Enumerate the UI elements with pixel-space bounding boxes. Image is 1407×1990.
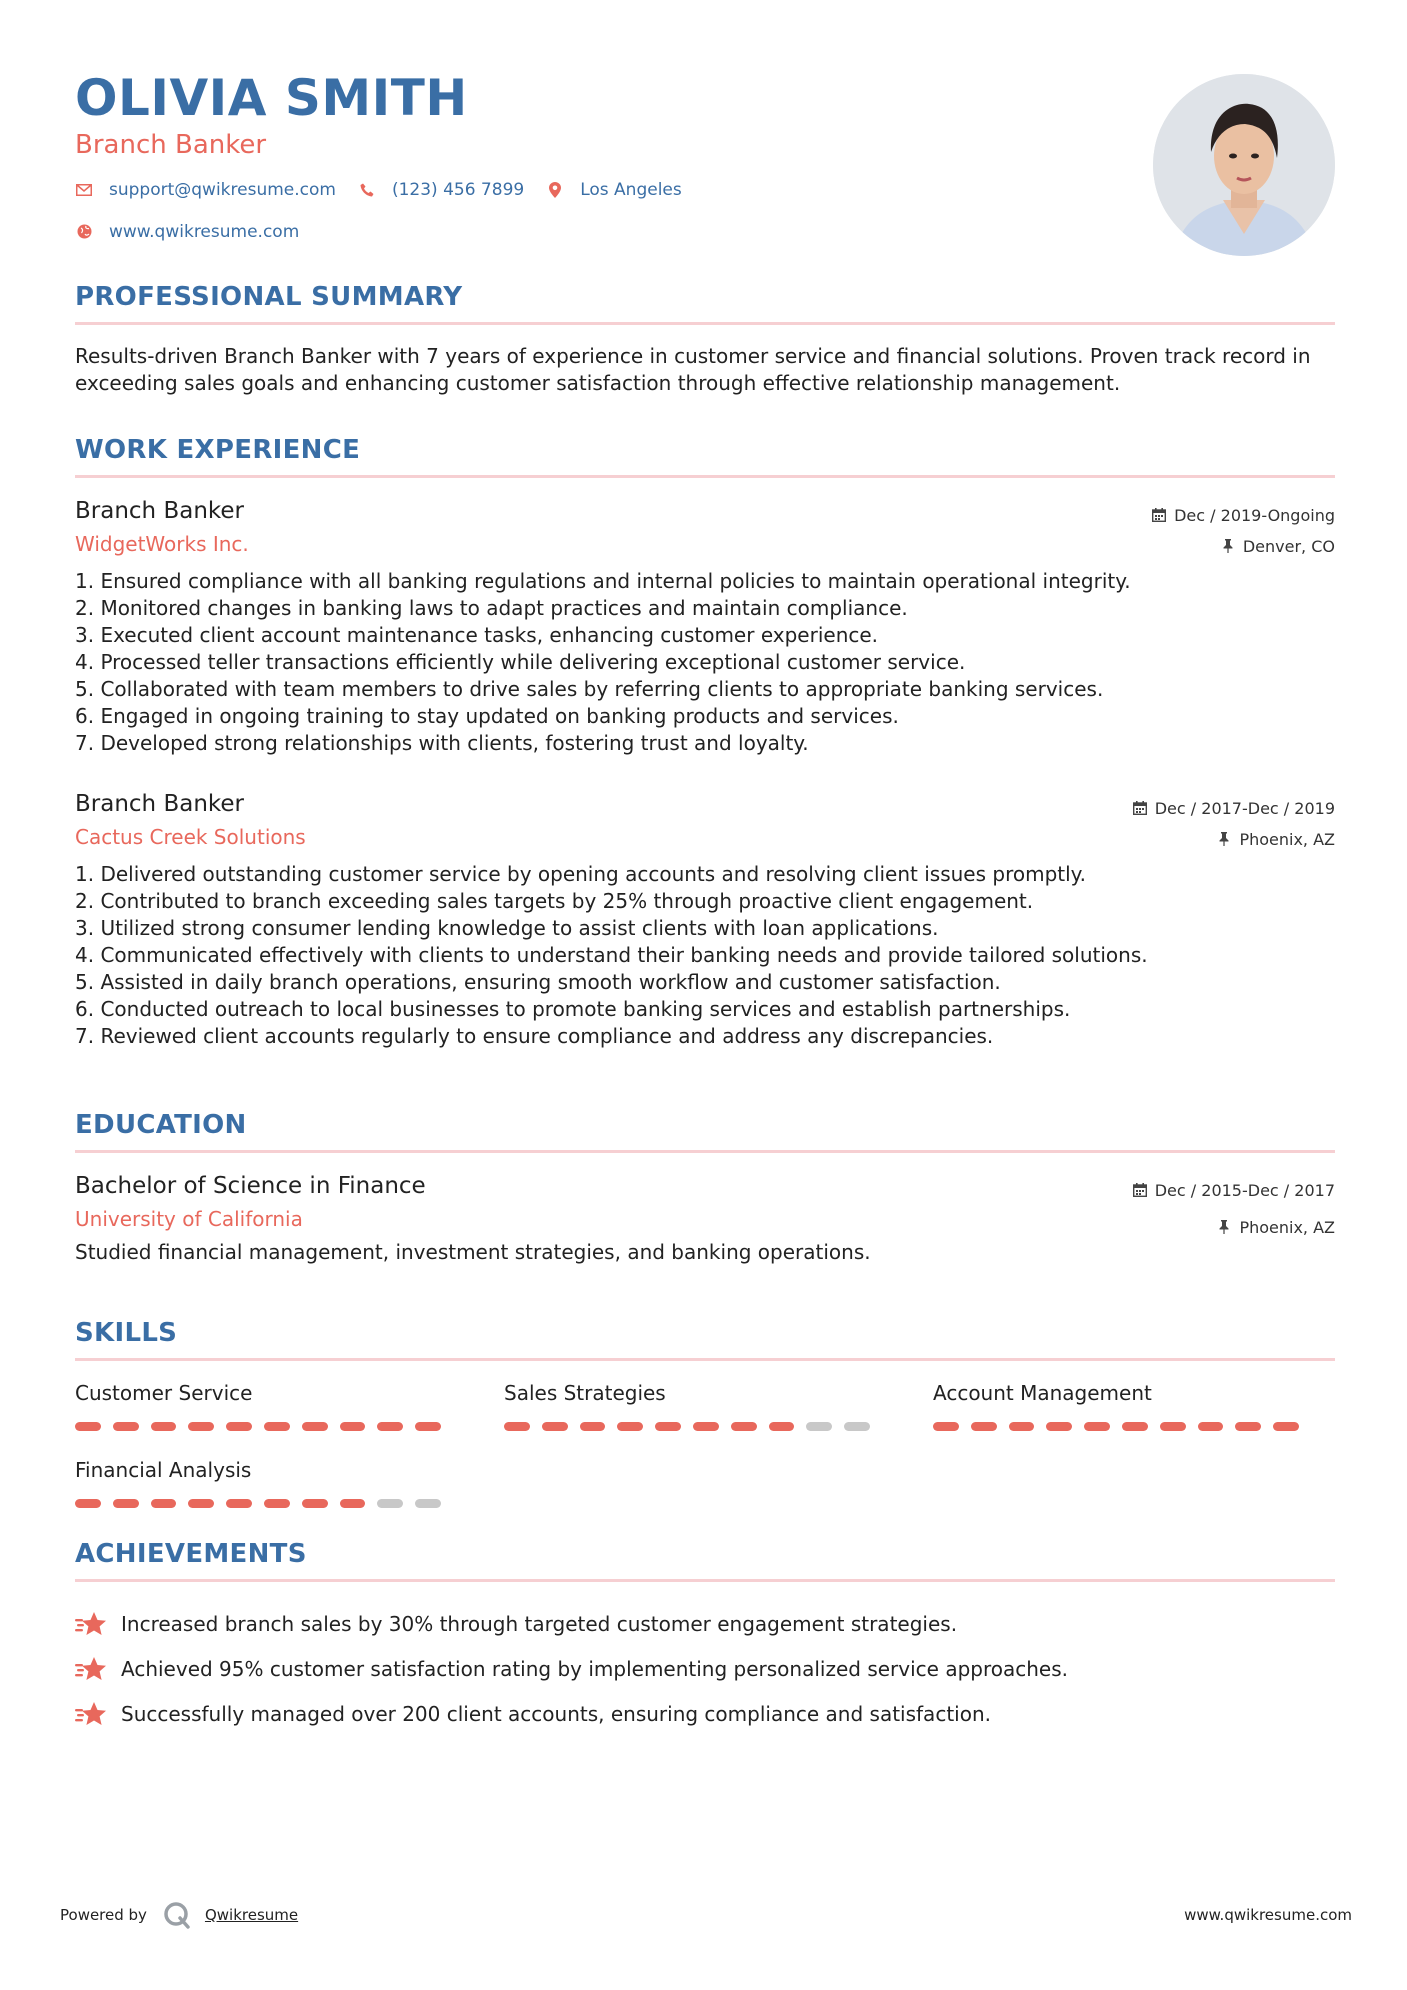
skill-dash-filled (340, 1422, 366, 1431)
job-entry (75, 791, 1335, 1050)
list-item: 3. Executed client account maintenance tasks, enhancing customer experience. (75, 622, 879, 647)
job-company: WidgetWorks Inc. (75, 531, 249, 556)
achievements-section (75, 1539, 1335, 1737)
job-dates: Dec / 2017-Dec / 2019 (1154, 798, 1335, 818)
skills-section (75, 1318, 1335, 1535)
job-meta (1152, 500, 1335, 562)
education-dates: Dec / 2015-Dec / 2017 (1154, 1180, 1335, 1200)
job-title: Branch Banker (75, 497, 244, 524)
skill-dash-filled (113, 1422, 139, 1431)
phone-icon (358, 181, 376, 199)
list-item: 4. Processed teller transactions efficiently while delivering exceptional customer service. (75, 649, 966, 674)
job-dates: Dec / 2019-Ongoing (1174, 505, 1335, 525)
list-item: 6. Conducted outreach to local businesses to promote banking services and establish partnerships. (75, 996, 1071, 1021)
skill-dash-filled (769, 1422, 795, 1431)
star-award-icon (75, 1610, 107, 1638)
skill-dash-filled (340, 1499, 366, 1508)
skill-dash-filled (188, 1422, 214, 1431)
skill-dash-filled (264, 1422, 290, 1431)
job-bullets (75, 568, 1335, 757)
job-bullets (75, 861, 1335, 1050)
skills-grid (75, 1381, 1335, 1535)
skill-dash-filled (617, 1422, 643, 1431)
job-meta (1133, 793, 1335, 855)
location-contact (546, 180, 682, 200)
list-item: 3. Utilized strong consumer lending knowledge to assist clients with loan applications. (75, 915, 939, 940)
skill-item (75, 1458, 453, 1535)
list-item: 7. Developed strong relationships with clients, fostering trust and loyalty. (75, 730, 809, 755)
header (75, 70, 1335, 244)
skill-dash-filled (971, 1422, 997, 1431)
email-text: support@qwikresume.com (109, 179, 336, 200)
skill-dash-filled (302, 1422, 328, 1431)
achievements-heading: ACHIEVEMENTS (75, 1539, 1335, 1582)
skill-dash-filled (1198, 1422, 1224, 1431)
candidate-name: OLIVIA SMITH (75, 69, 468, 127)
skill-rating (504, 1422, 882, 1431)
achievement-text: Successfully managed over 200 client accounts, ensuring compliance and satisfaction. (121, 1702, 991, 1726)
website-contact[interactable] (75, 222, 299, 242)
job-location: Denver, CO (1242, 536, 1335, 556)
experience-heading: WORK EXPERIENCE (75, 435, 1335, 478)
experience-section (75, 435, 1335, 1050)
qwikresume-logo-icon (163, 1901, 191, 1929)
map-pin-icon (546, 181, 564, 199)
education-description: Studied financial management, investment strategies, and banking operations. (75, 1239, 871, 1264)
pushpin-icon (1221, 539, 1235, 553)
list-item: 2. Monitored changes in banking laws to adapt practices and maintain compliance. (75, 595, 908, 620)
list-item: 1. Delivered outstanding customer service by opening accounts and resolving client issues promptly. (75, 861, 1087, 886)
candidate-title: Branch Banker (75, 129, 267, 160)
job-entry (75, 498, 1335, 757)
skill-dash-empty (377, 1499, 403, 1508)
envelope-icon (75, 181, 93, 199)
skill-dash-filled (731, 1422, 757, 1431)
job-title: Branch Banker (75, 790, 244, 817)
list-item: 5. Assisted in daily branch operations, ensuring smooth workflow and customer satisfaction. (75, 969, 1001, 994)
pushpin-icon (1217, 1220, 1231, 1234)
education-location: Phoenix, AZ (1239, 1217, 1335, 1237)
skill-dash-filled (188, 1499, 214, 1508)
website-text: www.qwikresume.com (109, 221, 300, 242)
phone-text: (123) 456 7899 (391, 179, 525, 200)
skill-dash-filled (75, 1422, 101, 1431)
skill-name: Financial Analysis (75, 1457, 252, 1482)
skills-heading: SKILLS (75, 1318, 1335, 1361)
skill-dash-filled (264, 1499, 290, 1508)
skill-dash-filled (302, 1499, 328, 1508)
education-section (75, 1110, 1335, 1266)
skill-dash-filled (1273, 1422, 1299, 1431)
skill-name: Customer Service (75, 1380, 253, 1405)
skill-dash-filled (226, 1499, 252, 1508)
skill-dash-filled (693, 1422, 719, 1431)
skill-name: Account Management (933, 1380, 1152, 1405)
star-award-icon (75, 1700, 107, 1728)
skill-item (933, 1381, 1311, 1458)
calendar-icon (1133, 1183, 1147, 1197)
powered-by-label: Powered by (60, 1906, 147, 1924)
list-item: 2. Contributed to branch exceeding sales targets by 25% through proactive client engagement. (75, 888, 1034, 913)
brand-link[interactable]: Qwikresume (204, 1906, 299, 1924)
summary-heading: PROFESSIONAL SUMMARY (75, 282, 1335, 325)
calendar-icon (1152, 508, 1166, 522)
achievement-text: Increased branch sales by 30% through targeted customer engagement strategies. (121, 1612, 958, 1636)
skill-dash-filled (226, 1422, 252, 1431)
skill-rating (75, 1422, 453, 1431)
achievement-item (75, 1692, 1335, 1737)
skill-dash-filled (542, 1422, 568, 1431)
list-item: 6. Engaged in ongoing training to stay updated on banking products and services. (75, 703, 899, 728)
email-contact[interactable] (75, 180, 336, 200)
skill-dash-empty (415, 1499, 441, 1508)
summary-text: Results-driven Branch Banker with 7 years of experience in customer service and financial solutions. Proven track record in exceeding sales goals and enhancing customer satisfaction through effective relationship management. (75, 343, 1311, 395)
skill-rating (75, 1499, 453, 1508)
skill-name: Sales Strategies (504, 1380, 666, 1405)
achievement-text: Achieved 95% customer satisfaction rating by implementing personalized service approaches. (121, 1657, 1068, 1681)
skill-dash-filled (1235, 1422, 1261, 1431)
skill-dash-filled (655, 1422, 681, 1431)
calendar-icon (1133, 801, 1147, 815)
skill-dash-filled (151, 1422, 177, 1431)
skill-item (75, 1381, 453, 1458)
skill-dash-filled (1160, 1422, 1186, 1431)
skill-rating (933, 1422, 1311, 1431)
footer (60, 1900, 1352, 1930)
skill-dash-filled (113, 1499, 139, 1508)
list-item: 7. Reviewed client accounts regularly to ensure compliance and address any discrepancies. (75, 1023, 994, 1048)
degree-title: Bachelor of Science in Finance (75, 1172, 426, 1199)
education-heading: EDUCATION (75, 1110, 1335, 1153)
skill-dash-filled (1084, 1422, 1110, 1431)
skill-dash-filled (1122, 1422, 1148, 1431)
achievement-item (75, 1647, 1335, 1692)
skill-dash-filled (504, 1422, 530, 1431)
globe-icon (75, 223, 93, 241)
skill-item (504, 1381, 882, 1458)
list-item: 4. Communicated effectively with clients to understand their banking needs and provide tailored solutions. (75, 942, 1148, 967)
summary-section (75, 282, 1335, 397)
skill-dash-filled (1046, 1422, 1072, 1431)
resume-content (75, 70, 1335, 1737)
powered-by (60, 1901, 298, 1929)
skill-dash-empty (844, 1422, 870, 1431)
contact-info (75, 178, 1335, 244)
phone-contact[interactable] (358, 180, 524, 200)
job-location: Phoenix, AZ (1239, 829, 1335, 849)
achievement-item (75, 1602, 1335, 1647)
skill-dash-filled (75, 1499, 101, 1508)
education-meta (1133, 1175, 1335, 1243)
skill-dash-filled (933, 1422, 959, 1431)
education-entry (75, 1173, 1335, 1266)
pushpin-icon (1217, 832, 1231, 846)
skill-dash-filled (580, 1422, 606, 1431)
skill-dash-filled (1009, 1422, 1035, 1431)
star-award-icon (75, 1655, 107, 1683)
skill-dash-empty (806, 1422, 832, 1431)
location-text: Los Angeles (580, 179, 682, 200)
job-company: Cactus Creek Solutions (75, 824, 306, 849)
list-item: 5. Collaborated with team members to drive sales by referring clients to appropriate banking services. (75, 676, 1104, 701)
skill-dash-filled (151, 1499, 177, 1508)
skill-dash-filled (415, 1422, 441, 1431)
school-name: University of California (75, 1206, 303, 1231)
achievements-list (75, 1602, 1335, 1737)
list-item: 1. Ensured compliance with all banking regulations and internal policies to maintain operational integrity. (75, 568, 1131, 593)
footer-website[interactable]: www.qwikresume.com (1184, 1906, 1352, 1924)
skill-dash-filled (377, 1422, 403, 1431)
